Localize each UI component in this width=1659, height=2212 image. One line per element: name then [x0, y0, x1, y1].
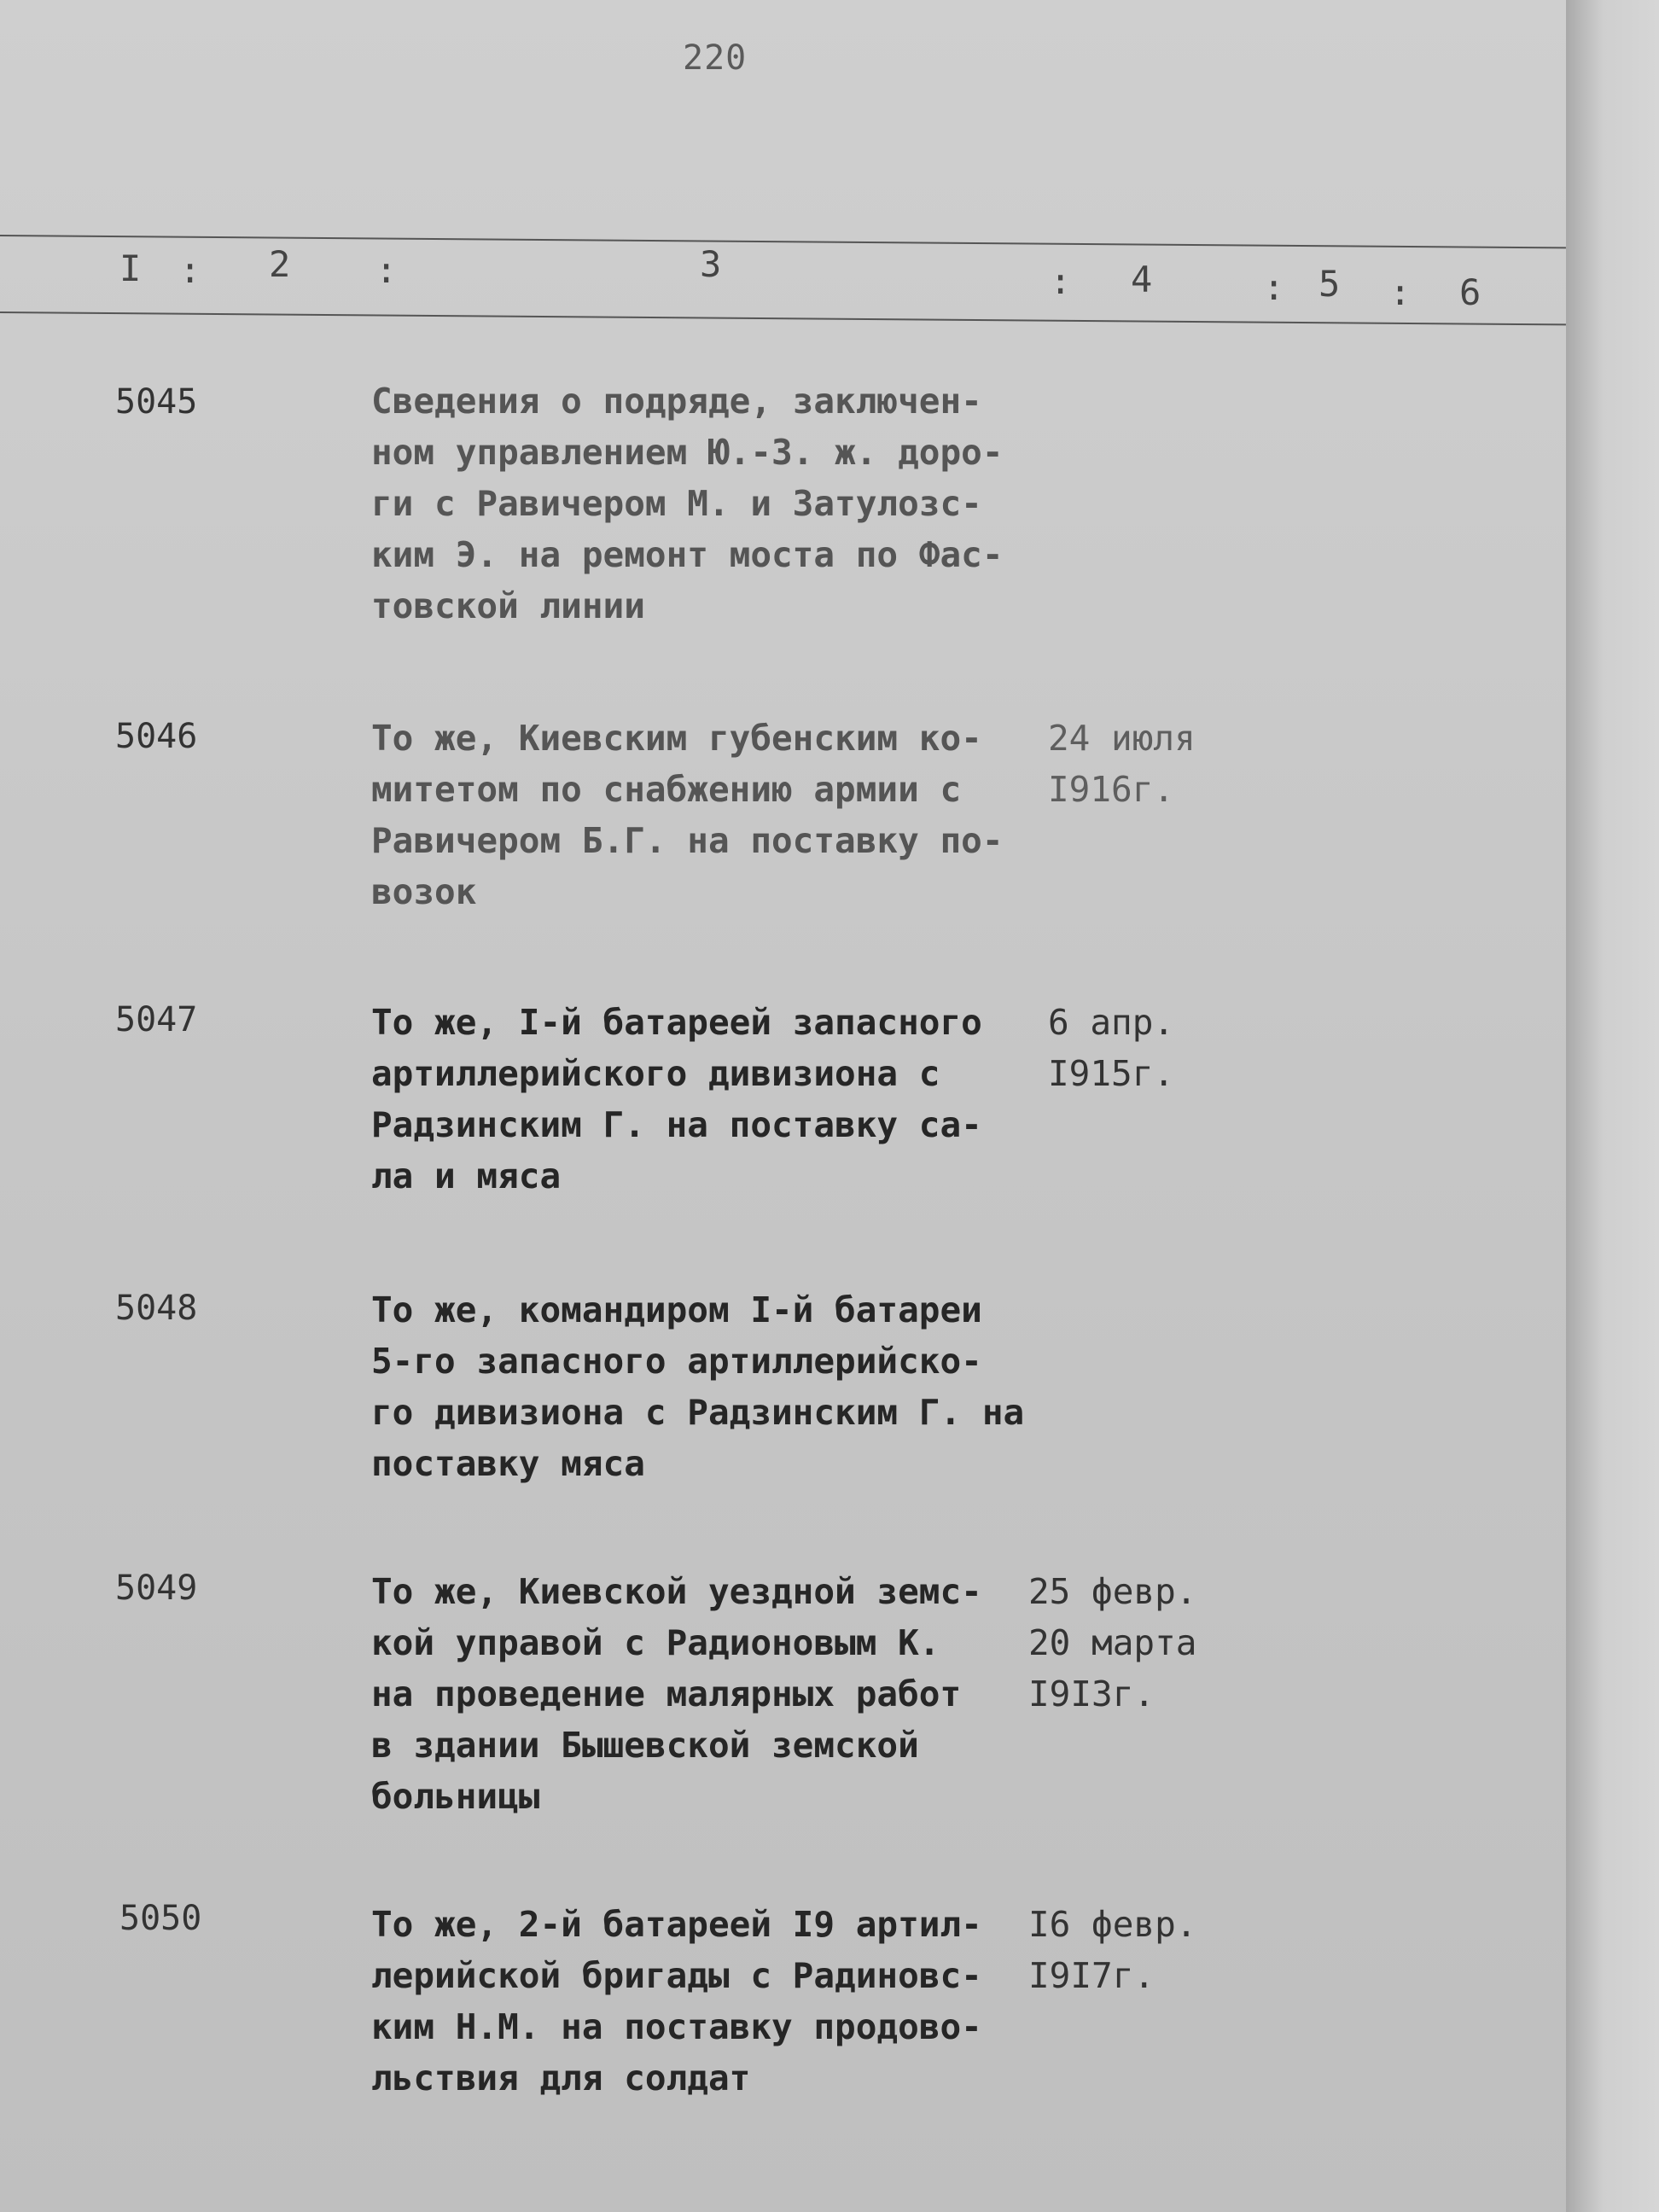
page-edge: [1566, 0, 1659, 2212]
column-separator: :: [1050, 260, 1072, 302]
column-separator: :: [179, 249, 201, 291]
entry-number: 5047: [115, 1000, 198, 1039]
page-number: 220: [683, 38, 748, 78]
column-separator: :: [1263, 266, 1285, 308]
header-rule-top: [0, 235, 1566, 248]
entry-number: 5049: [115, 1569, 198, 1608]
column-header-5: 5: [1318, 263, 1341, 305]
column-separator: :: [1389, 271, 1412, 313]
entry-description: То же, Киевским губенским ко- митетом по снабжению армии с Равичером Б.Г. на поставку по- возок: [371, 718, 1004, 912]
header-rule-bottom: [0, 311, 1566, 325]
entry-description: То же, командиром I-й батареи 5-го запасного артиллерийско- го дивизиона с Радзинским Г. на поставку мяса: [371, 1289, 1025, 1484]
entry-number: 5045: [115, 382, 198, 422]
entry-description: То же, I-й батареей запасного артиллерийского дивизиона с Радзинским Г. на поставку са- ла и мяса: [371, 1002, 982, 1196]
column-header-3: 3: [700, 243, 722, 285]
entry-date: 24 июля I916г.: [1048, 718, 1196, 810]
entry-date: I6 февр. I9I7г.: [1028, 1904, 1197, 1996]
column-header-1: I: [119, 247, 142, 289]
entry-description: Сведения о подряде, заключен- ном управлением Ю.-З. ж. доро- ги с Равичером М. и Затулозс- ким Э. на ремонт моста по Фас- товской линии: [371, 381, 1004, 626]
entry-description: То же, 2-й батареей I9 артил- лерийской бригады с Радиновс- ким Н.М. на поставку продово- льствия для солдат: [371, 1904, 982, 2098]
entry-date: 25 февр. 20 марта I9I3г.: [1028, 1571, 1197, 1714]
entry-date: 6 апр. I915г.: [1048, 1002, 1175, 1094]
column-header-2: 2: [269, 243, 291, 285]
entry-number: 5046: [115, 717, 198, 756]
entry-number: 5048: [115, 1289, 198, 1328]
column-separator: :: [375, 249, 398, 291]
column-header-4: 4: [1131, 259, 1153, 300]
column-header-6: 6: [1459, 271, 1481, 313]
entry-description: То же, Киевской уездной земс- кой управой с Радионовым К. на проведение малярных работ в здании Бышевской земской больницы: [371, 1571, 982, 1817]
entry-number: 5050: [119, 1899, 202, 1938]
